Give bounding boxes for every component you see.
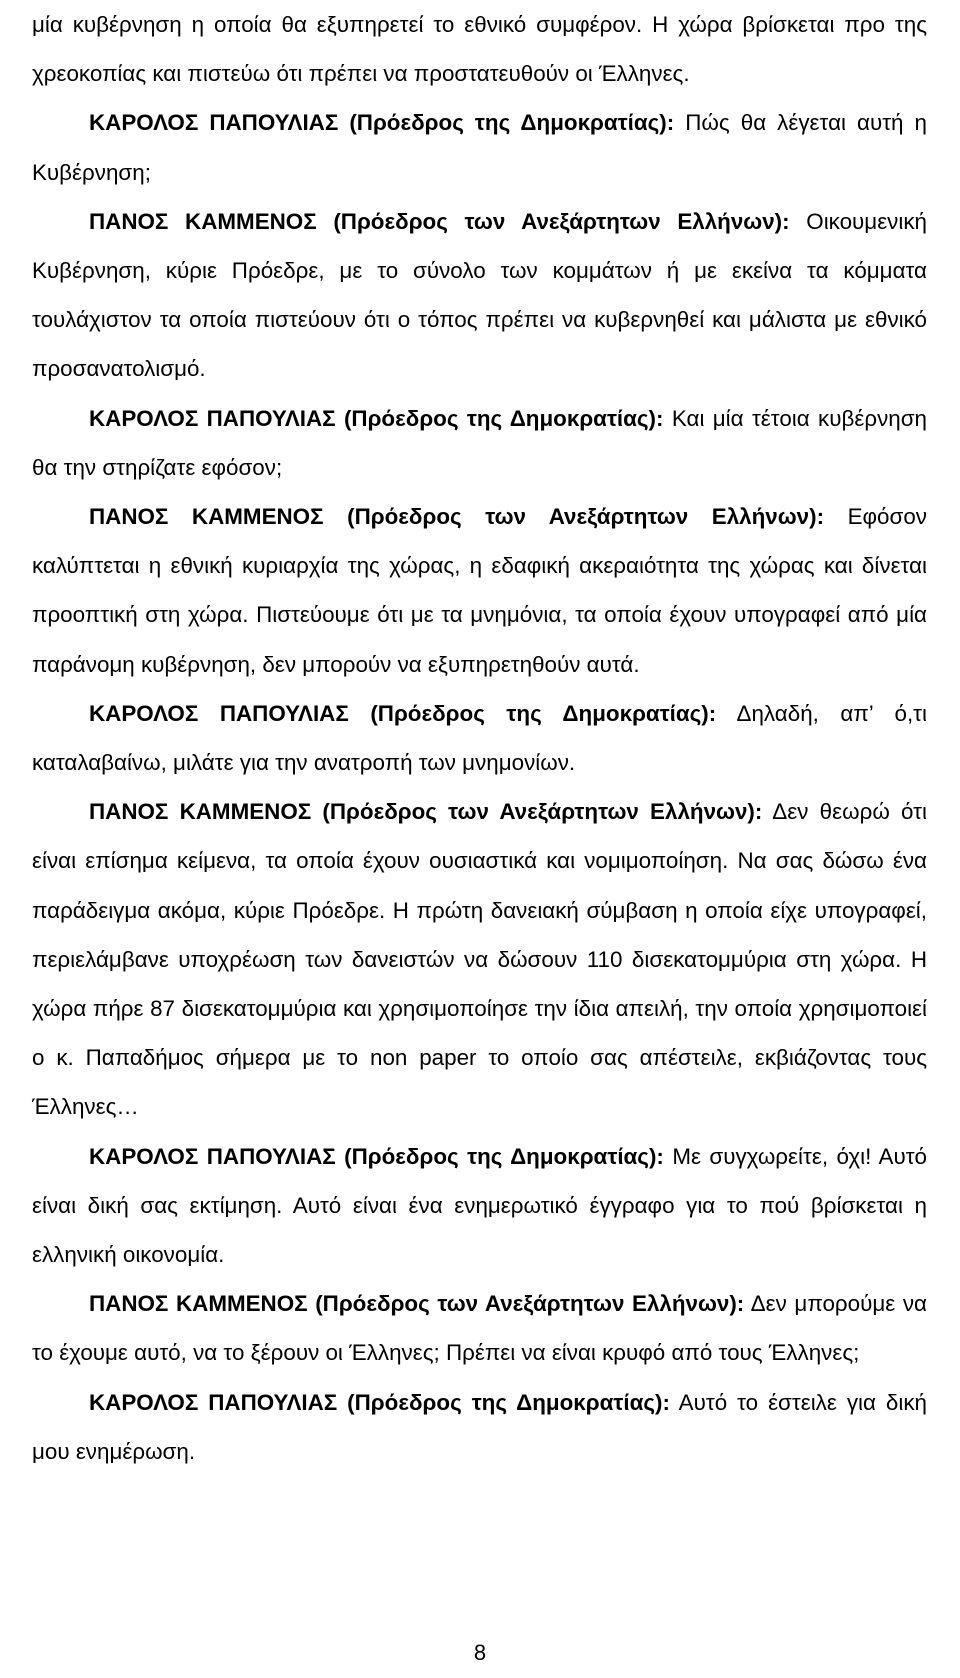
speech-text: Δεν θεωρώ ότι είναι επίσημα κείμενα, τα οποία έχουν ουσιαστικά και νομιμοποίηση. Να σας δώσω ένα παράδειγμα ακόμα, κύριε Πρόεδρε. Η πρώτη δανειακή σύμβαση η οποία είχε υπογραφεί, περιελάμβανε υποχρέωση των δανειστών να δώσουν 110 δισεκατομμύρια στη χώρα. Η χώρα πήρε 87 δισεκατομμύρια και χρησιμοποίησε την ίδια απειλή, την οποία χρησιμοποιεί ο κ. Παπαδήμος σήμερα με το non paper το οποίο σας απέστειλε, εκβιάζοντας τους Έλληνες… xyxy=(32,799,927,1120)
speech-text: Με συγχωρείτε, όχι! Αυτό είναι δική σας εκτίμηση. Αυτό είναι ένα ενημερωτικό έγγραφο για το πού βρίσκεται η ελληνική οικονομία. xyxy=(32,1143,927,1268)
dialogue-paragraph xyxy=(32,197,927,394)
dialogue-paragraph xyxy=(32,98,927,196)
speaker-name: ΚΑΡΟΛΟΣ ΠΑΠΟΥΛΙΑΣ (Πρόεδρος της Δημοκρατίας): xyxy=(89,110,675,136)
page-number: 8 xyxy=(473,1640,487,1665)
dialogue-paragraph xyxy=(32,787,927,1131)
dialogue-paragraph xyxy=(32,1378,927,1476)
dialogue-paragraph xyxy=(32,689,927,787)
speech-text: Και μία τέτοια κυβέρνηση θα την στηρίζατε εφόσον; xyxy=(32,405,928,480)
speech-text: Αυτό το έστειλε για δική μου ενημέρωση. xyxy=(32,1389,928,1464)
speech-text: Δηλαδή, απ’ ό,τι καταλαβαίνω, μιλάτε για την ανατροπή των μνημονίων. xyxy=(32,700,927,776)
speaker-name: ΚΑΡΟΛΟΣ ΠΑΠΟΥΛΙΑΣ (Πρόεδρος της Δημοκρατίας): xyxy=(89,405,664,431)
speaker-name: ΠΑΝΟΣ ΚΑΜΜΕΝΟΣ (Πρόεδρος των Ανεξάρτητων Ελλήνων): xyxy=(89,1291,745,1317)
speaker-name: ΠΑΝΟΣ ΚΑΜΜΕΝΟΣ (Πρόεδρος των Ανεξάρτητων Ελλήνων): xyxy=(89,504,825,530)
paragraph-text: μία κυβέρνηση η οποία θα εξυπηρετεί το εθνικό συμφέρον. Η χώρα βρίσκεται προ της χρεοκοπίας και πιστεύω ότι πρέπει να προστατευθούν οι Έλληνες. xyxy=(32,12,927,87)
speaker-name: ΚΑΡΟΛΟΣ ΠΑΠΟΥΛΙΑΣ (Πρόεδρος της Δημοκρατίας): xyxy=(89,1389,670,1415)
speaker-name: ΠΑΝΟΣ ΚΑΜΜΕΝΟΣ (Πρόεδρος των Ανεξάρτητων Ελλήνων): xyxy=(89,208,790,234)
dialogue-paragraph xyxy=(32,1132,927,1280)
speech-text: Οικουμενική Κυβέρνηση, κύριε Πρόεδρε, με το σύνολο των κομμάτων ή με εκείνα τα κόμματα τουλάχιστον τα οποία πιστεύουν ότι ο τόπος πρέπει να κυβερνηθεί και μάλιστα με εθνικό προσανατολισμό. xyxy=(32,208,927,382)
speaker-name: ΚΑΡΟΛΟΣ ΠΑΠΟΥΛΙΑΣ (Πρόεδρος της Δημοκρατίας): xyxy=(89,1143,664,1169)
speaker-name: ΚΑΡΟΛΟΣ ΠΑΠΟΥΛΙΑΣ (Πρόεδρος της Δημοκρατίας): xyxy=(89,700,717,726)
speech-text: Δεν μπορούμε να το έχουμε αυτό, να το ξέρουν οι Έλληνες; Πρέπει να είναι κρυφό από τους Έλληνες; xyxy=(32,1291,927,1366)
speaker-name: ΠΑΝΟΣ ΚΑΜΜΕΝΟΣ (Πρόεδρος των Ανεξάρτητων Ελλήνων): xyxy=(89,799,763,825)
speech-text: Εφόσον καλύπτεται η εθνική κυριαρχία της χώρας, η εδαφική ακεραιότητα της χώρας και δίνεται προοπτική στη χώρα. Πιστεύουμε ότι με τα μνημόνια, τα οποία έχουν υπογραφεί από μία παράνομη κυβέρνηση, δεν μπορούν να εξυπηρετηθούν αυτά. xyxy=(32,504,927,677)
paragraph-continuation xyxy=(32,0,927,98)
dialogue-paragraph xyxy=(32,394,927,492)
dialogue-paragraph xyxy=(32,1279,927,1377)
dialogue-paragraph xyxy=(32,492,927,689)
speech-text: Πώς θα λέγεται αυτή η Κυβέρνηση; xyxy=(32,110,928,185)
document-page xyxy=(32,0,927,1476)
